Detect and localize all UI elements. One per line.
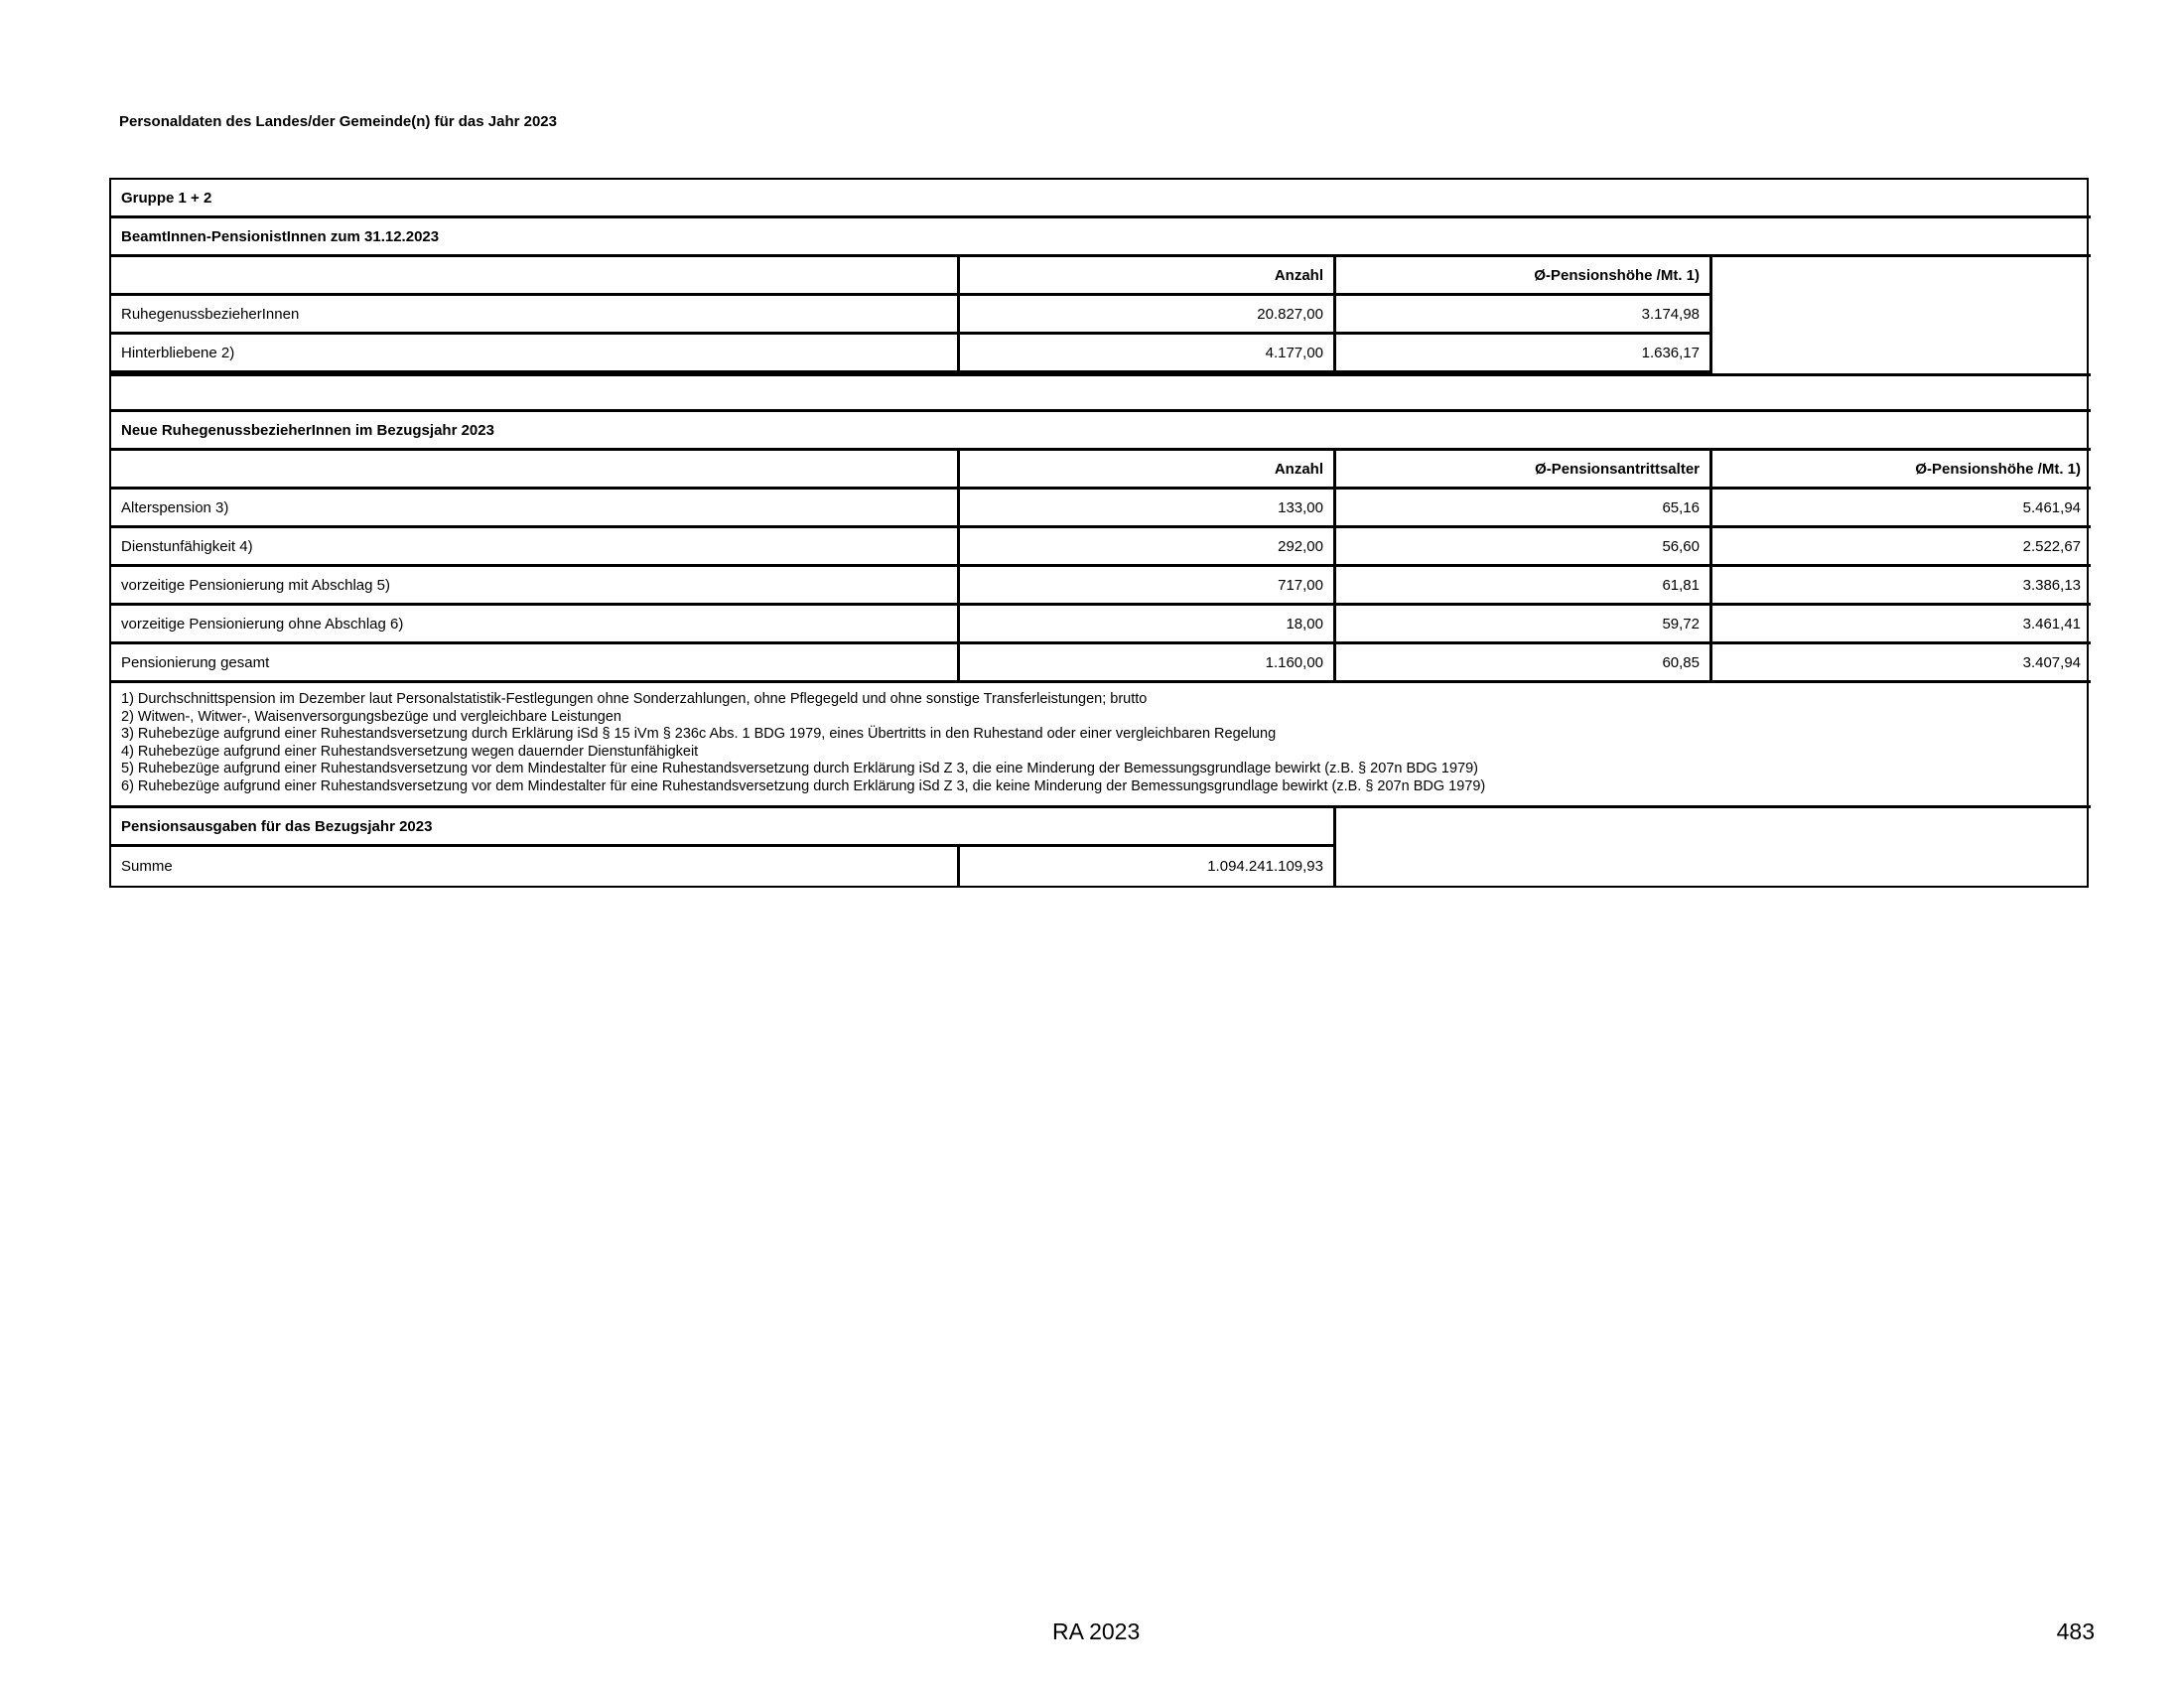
section1-header-empty xyxy=(111,257,960,296)
table-row-label: Pensionierung gesamt xyxy=(111,644,960,683)
footnote: 4) Ruhebezüge aufgrund einer Ruhestandsversetzung wegen dauernder Dienstunfähigkeit xyxy=(121,743,699,760)
sum-value: 1.094.241.109,93 xyxy=(960,847,1336,886)
document-title: Personaldaten des Landes/der Gemeinde(n) für das Jahr 2023 xyxy=(119,113,557,130)
section1-header-count: Anzahl xyxy=(960,257,1336,296)
section1-title: BeamtInnen-PensionistInnen zum 31.12.2023 xyxy=(111,218,2091,257)
table-row-label: Alterspension 3) xyxy=(111,490,960,528)
table-row-count: 4.177,00 xyxy=(960,335,1336,373)
table-row-age: 61,81 xyxy=(1336,567,1712,606)
table-row-pension: 3.407,94 xyxy=(1712,644,2091,683)
footnote: 1) Durchschnittspension im Dezember laut Personalstatistik-Festlegungen ohne Sonderzahlungen, ohne Pflegegeld und ohne sonstige Transferleistungen; brutto xyxy=(121,691,1148,707)
footnote: 6) Ruhebezüge aufgrund einer Ruhestandsversetzung vor dem Mindestalter für eine Ruhestandsversetzung durch Erklärung iSd Z 3, die keine Minderung der Bemessungsgrundlage bewirkt (z.B. § 207n BDG 1979) xyxy=(121,777,1486,794)
group-label: Gruppe 1 + 2 xyxy=(111,180,2091,218)
page-number: 483 xyxy=(2056,1618,2095,1644)
section3-blank-cell xyxy=(1336,808,2091,886)
table-row-label: RuhegenussbezieherInnen xyxy=(111,296,960,335)
footer-report-label: RA 2023 xyxy=(1052,1618,1141,1644)
table-row-age: 65,16 xyxy=(1336,490,1712,528)
table-row-age: 56,60 xyxy=(1336,528,1712,567)
personnel-data-table xyxy=(109,178,2089,888)
table-row-label: Dienstunfähigkeit 4) xyxy=(111,528,960,567)
footnote: 2) Witwen-, Witwer-, Waisenversorgungsbezüge und vergleichbare Leistungen xyxy=(121,708,621,725)
table-row-label: vorzeitige Pensionierung mit Abschlag 5) xyxy=(111,567,960,606)
section2-header-count: Anzahl xyxy=(960,451,1336,490)
table-row-pension: 1.636,17 xyxy=(1336,335,1712,373)
table-row-label: vorzeitige Pensionierung ohne Abschlag 6) xyxy=(111,606,960,644)
footnotes xyxy=(111,683,2091,808)
table-row-pension: 5.461,94 xyxy=(1712,490,2091,528)
table-row-label: Hinterbliebene 2) xyxy=(111,335,960,373)
section2-header-pension: Ø-Pensionshöhe /Mt. 1) xyxy=(1712,451,2091,490)
table-row-count: 1.160,00 xyxy=(960,644,1336,683)
spacer-row xyxy=(111,373,2091,412)
section1-blank-cell xyxy=(1712,257,2091,373)
table-row-pension: 3.461,41 xyxy=(1712,606,2091,644)
section3-title: Pensionsausgaben für das Bezugsjahr 2023 xyxy=(111,808,1336,847)
table-row-count: 133,00 xyxy=(960,490,1336,528)
section1-header-pension: Ø-Pensionshöhe /Mt. 1) xyxy=(1336,257,1712,296)
table-row-age: 60,85 xyxy=(1336,644,1712,683)
table-row-count: 292,00 xyxy=(960,528,1336,567)
section2-header-age: Ø-Pensionsantrittsalter xyxy=(1336,451,1712,490)
table-row-count: 20.827,00 xyxy=(960,296,1336,335)
sum-label: Summe xyxy=(111,847,960,886)
table-row-count: 18,00 xyxy=(960,606,1336,644)
table-row-count: 717,00 xyxy=(960,567,1336,606)
footnote: 5) Ruhebezüge aufgrund einer Ruhestandsversetzung vor dem Mindestalter für eine Ruhestandsversetzung durch Erklärung iSd Z 3, die eine Minderung der Bemessungsgrundlage bewirkt (z.B. § 207n BDG 1979) xyxy=(121,761,1479,777)
table-row-pension: 3.386,13 xyxy=(1712,567,2091,606)
section2-header-empty xyxy=(111,451,960,490)
table-row-pension: 2.522,67 xyxy=(1712,528,2091,567)
table-row-age: 59,72 xyxy=(1336,606,1712,644)
footnote: 3) Ruhebezüge aufgrund einer Ruhestandsversetzung durch Erklärung iSd § 15 iVm § 236c Abs. 1 BDG 1979, eines Übertritts in den Ruhestand oder einer vergleichbaren Regelung xyxy=(121,726,1277,743)
table-row-pension: 3.174,98 xyxy=(1336,296,1712,335)
section2-title: Neue RuhegenussbezieherInnen im Bezugsjahr 2023 xyxy=(111,412,2091,451)
